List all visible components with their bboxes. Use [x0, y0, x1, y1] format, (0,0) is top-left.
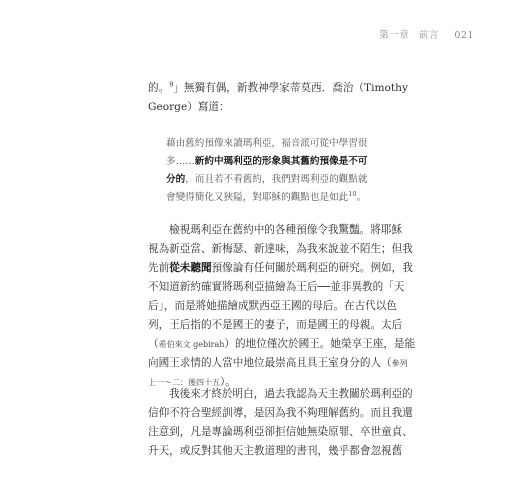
running-head [373, 27, 474, 41]
inline-note: 希伯來文 gebirah [158, 340, 225, 349]
quote-line [166, 154, 396, 170]
text-run: 我後來才終於明白，過去我認為天主教關於瑪利亞的 [169, 388, 413, 400]
text-line [148, 260, 413, 276]
text-run: 后」，而是將她描繪成默西亞王國的母后。在古代以色 [148, 300, 397, 312]
quote-line [166, 190, 396, 206]
page-number: 021 [454, 30, 474, 41]
section-label: 前言 [418, 30, 439, 41]
text-line [148, 99, 398, 115]
inline-note: 參列 [391, 359, 408, 368]
text-run: 注意到，凡是專論瑪利亞卻拒信她無染原罪、卒世童貞、 [148, 426, 413, 438]
footnote-ref: 10 [348, 189, 357, 198]
text-run: 。 [356, 192, 367, 203]
emphasis: 新約中瑪利亞的形象與其舊約預像是不可 [194, 156, 368, 167]
text-run: George）寫道： [148, 101, 230, 113]
text-run: ）。 [220, 376, 236, 388]
text-run: （ [148, 338, 159, 350]
text-run: 先前 [148, 262, 170, 274]
chapter-label: 第一章 [379, 30, 410, 41]
text-line [148, 386, 413, 402]
footnote-ref: 9 [169, 80, 174, 89]
text-line [148, 298, 398, 314]
text-line [148, 424, 413, 440]
text-run: 列，王后指的不是國王的妻子，而是國王的母親。太后 [148, 319, 403, 331]
text-line [148, 336, 416, 353]
text-line [148, 279, 405, 295]
emphasis: 從未聽聞 [169, 262, 212, 274]
text-line [148, 443, 403, 459]
text-run: 不知道新約確實將瑪利亞描繪為王后──並非異教的「天 [148, 281, 405, 293]
text-run: ，而且若不看舊約，我們對瑪利亞的觀點就 [185, 174, 368, 185]
text-run: 向國王求情的人當中地位最崇高且具王室身分的人（ [148, 357, 392, 369]
text-run: 會變得簡化又狹隘，對耶穌的觀點也是如此 [166, 192, 349, 203]
inline-note: 上一～二：後四十五 [148, 378, 220, 387]
text-run: 」無獨有偶，新教神學家蒂莫西．喬治（Timothy [173, 82, 408, 94]
text-run: 預像論有任何關於瑪利亞的研究。例如，我 [211, 262, 413, 274]
text-line [148, 222, 403, 238]
text-line [148, 405, 413, 421]
text-line [148, 80, 408, 96]
text-run: ）的地位僅次於國王。她榮享王座，是能 [224, 338, 416, 350]
text-line [148, 241, 413, 257]
text-run: 信仰不符合聖經訓導，是因為我不夠理解舊約。而且我還 [148, 407, 413, 419]
text-run: 的。 [148, 82, 170, 94]
quote-line [166, 172, 396, 188]
text-run: 藉由舊約預像來讀瑪利亞，福音派可從中學習很 [166, 138, 368, 149]
text-run: 多…… [166, 156, 195, 167]
text-run: 升天，或反對其他天主教道理的書刊，幾乎都會忽視舊 [148, 445, 403, 457]
text-run: 視為新亞當、新梅瑟、新達味，為我來說並不陌生；但我 [148, 243, 413, 255]
text-run: 檢視瑪利亞在舊約中的各種預像令我驚豔。將耶穌 [169, 224, 403, 236]
quote-line [166, 136, 396, 152]
emphasis: 分的 [166, 174, 186, 185]
text-line [148, 317, 403, 333]
text-line [148, 355, 408, 372]
